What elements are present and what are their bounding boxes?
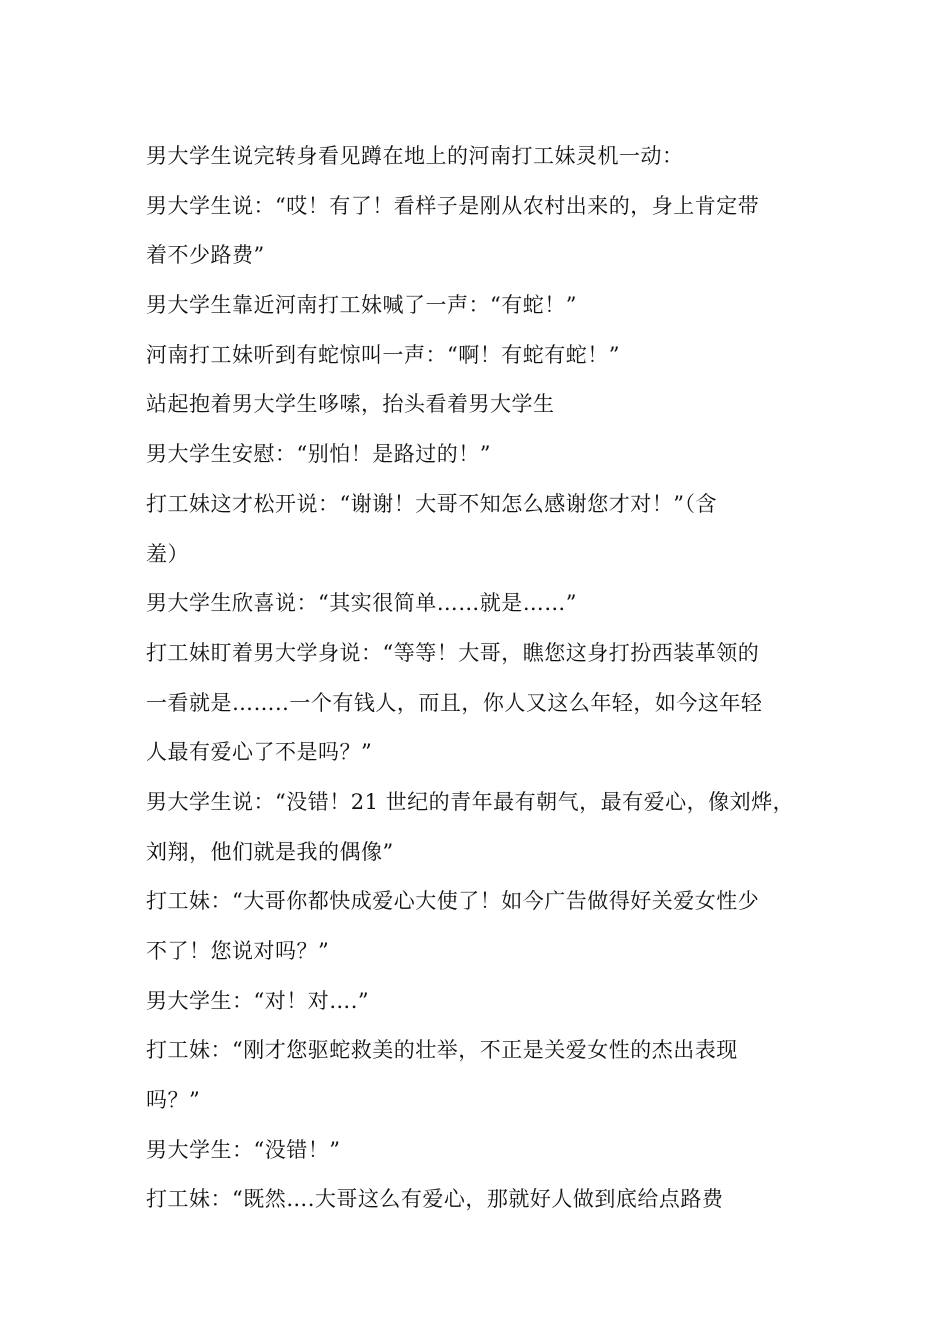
- text-line: 打工妹：“既然….大哥这么有爱心，那就好人做到底给点路费: [146, 1187, 724, 1212]
- text-line: 男大学生靠近河南打工妹喊了一声：“有蛇！”: [146, 293, 577, 318]
- text-line: 男大学生：“对！对….”: [146, 988, 370, 1013]
- text-line: 打工妹：“大哥你都快成爱心大使了！如今广告做得好关爱女性少: [146, 889, 760, 914]
- text-line: 男大学生说：“没错！21 世纪的青年最有朝气，最有爱心，像刘烨，: [146, 789, 795, 814]
- text-line: 人最有爱心了不是吗？”: [146, 740, 373, 765]
- text-line: 男大学生欣喜说：“其实很简单……就是……”: [146, 591, 577, 616]
- text-line: 站起抱着男大学生哆嗦，抬头看着男大学生: [146, 392, 555, 417]
- text-line: 打工妹这才松开说：“谢谢！大哥不知怎么感谢您才对！”（含: [146, 491, 717, 516]
- text-line: 男大学生说：“哎！有了！看样子是刚从农村出来的，身上肯定带: [146, 193, 760, 218]
- text-line: 一看就是……..一个有钱人，而且，你人又这么年轻，如今这年轻: [146, 690, 763, 715]
- text-line: 吗？”: [146, 1088, 201, 1113]
- text-line: 河南打工妹听到有蛇惊叫一声：“啊！有蛇有蛇！”: [146, 342, 620, 367]
- text-line: 刘翔，他们就是我的偶像”: [146, 839, 394, 864]
- text-line: 羞）: [146, 541, 189, 566]
- document-body: [146, 132, 818, 1225]
- text-line: 着不少路费”: [146, 243, 265, 268]
- text-line: 不了！您说对吗？”: [146, 939, 330, 963]
- text-line: 男大学生安慰：“别怕！是路过的！”: [146, 442, 491, 467]
- text-line: 男大学生说完转身看见蹲在地上的河南打工妹灵机一动：: [146, 144, 684, 168]
- text-line: 男大学生：“没错！”: [146, 1137, 341, 1162]
- text-line: 打工妹盯着男大学身说：“等等！大哥，瞧您这身打扮西装革领的: [146, 640, 760, 665]
- text-line: 打工妹：“刚才您驱蛇救美的壮举，不正是关爱女性的杰出表现: [146, 1038, 738, 1063]
